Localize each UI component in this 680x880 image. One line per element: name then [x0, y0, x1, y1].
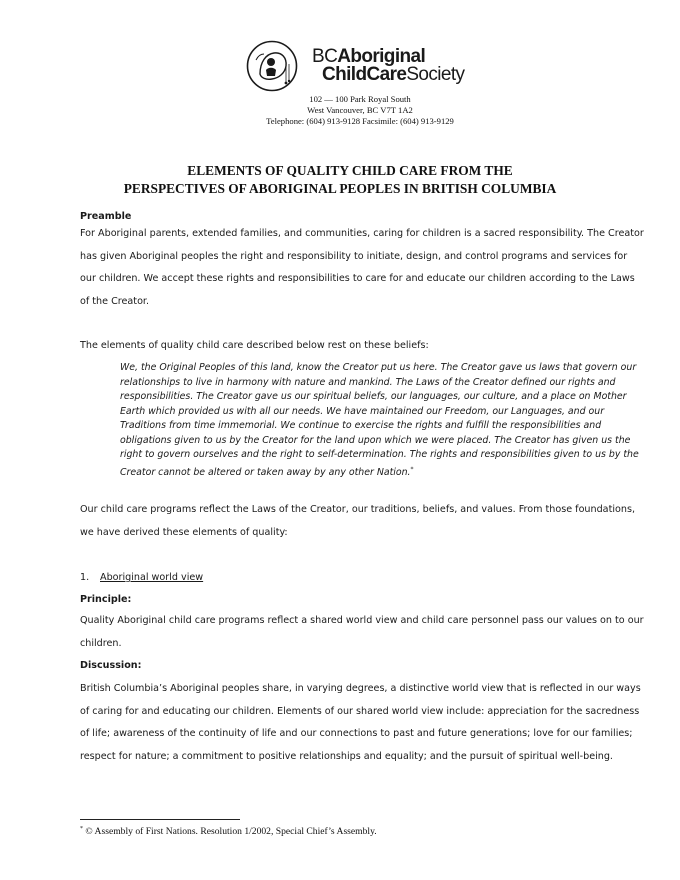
society-logo-wordmark: [312, 48, 464, 84]
principle-text: Quality Aboriginal child care programs reflect a shared world view and child care personnel pass our values on to our children.: [80, 615, 644, 649]
address-line-phone: Telephone: (604) 913-9128 Facsimile: (604) 913-9129: [266, 116, 454, 126]
logo-text-society: Society: [406, 64, 465, 85]
quote-footnote-mark: *: [410, 465, 414, 473]
programs-paragraph: Our child care programs reflect the Laws of the Creator, our traditions, beliefs, and values. From those foundations, we have derived these elements of quality:: [80, 504, 635, 538]
discussion-heading: Discussion:: [80, 660, 142, 671]
logo-text-childcare: ChildCare: [322, 64, 407, 85]
preamble-heading: Preamble: [80, 211, 132, 222]
element-1-number: 1.: [80, 572, 90, 583]
logo-text-bc: BC: [312, 46, 338, 67]
document-title-line1: ELEMENTS OF QUALITY CHILD CARE FROM THE: [187, 163, 513, 178]
footnote-divider: [80, 819, 240, 820]
principle-heading: Principle:: [80, 594, 132, 605]
preamble-paragraph: For Aboriginal parents, extended families, and communities, caring for children is a sacred responsibility. The Creator has given Aboriginal peoples the right and responsibility to initiate, design, and control programs and services for our children. We accept these rights and responsibilities to care for and educate our children according to the Laws of the Creator.: [80, 228, 644, 307]
element-1-heading: [80, 572, 645, 583]
address-line-city: West Vancouver, BC V7T 1A2: [307, 105, 413, 115]
creator-quote-text: We, the Original Peoples of this land, know the Creator put us here. The Creator gave us laws that govern our relationships to live in harmony with nature and mankind. The Laws of the Creator defined our rights and responsibilities. The Creator gave us our spiritual beliefs, our languages, our culture, and a place on Mother Earth which provided us with all our needs. We have maintained our Freedom, our Languages, and our Traditions from time immemorial. We continue to exercise the rights and fulfill the responsibilities and obligations given to us by the Creator for the land upon which we were placed. The Creator has given us the right to govern ourselves and the right to self-determination. The rights and responsibilities given to us by the Creator cannot be altered or taken away by any other Nation.: [120, 362, 639, 478]
society-logo-emblem-icon: [246, 40, 298, 92]
element-1-title: Aboriginal world view: [100, 572, 204, 583]
beliefs-intro: The elements of quality child care described below rest on these beliefs:: [80, 340, 429, 351]
footnote-text: © Assembly of First Nations. Resolution 1/2002, Special Chief’s Assembly.: [83, 826, 377, 838]
address-line-street: 102 — 100 Park Royal South: [309, 94, 411, 104]
document-title-line2: PERSPECTIVES OF ABORIGINAL PEOPLES IN BRITISH COLUMBIA: [123, 181, 557, 196]
logo-text-aboriginal: Aboriginal: [337, 46, 426, 67]
footnote-mark: *: [80, 826, 83, 832]
footnote: [80, 826, 377, 837]
discussion-text: British Columbia’s Aboriginal peoples share, in varying degrees, a distinctive world view that is reflected in our ways of caring for and educating our children. Elements of our shared world view include: appreciation for the sacredness of life; awareness of the continuity of life and our connections to past and future generations; love for our families; respect for nature; a commitment to positive relationships and equality; and the pursuit of spiritual well-being.: [80, 683, 641, 762]
creator-quote: [120, 361, 640, 480]
